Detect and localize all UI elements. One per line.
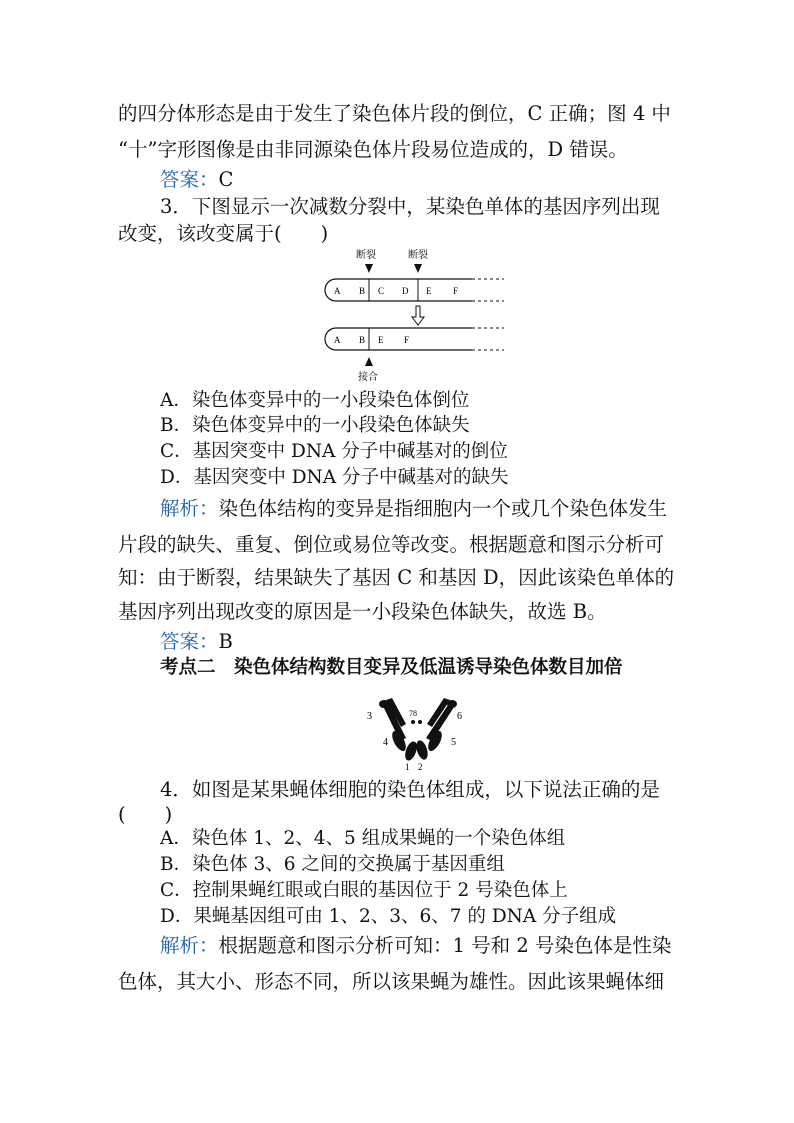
- chromatid-diagram: [318, 246, 508, 386]
- option-a: A．染色体变异中的一小段染色体倒位: [160, 390, 470, 411]
- text-line: 的四分体形态是由于发生了染色体片段的倒位，C 正确；图 4 中: [118, 102, 671, 125]
- analysis-line: 色体，其大小、形态不同，所以该果蝇为雄性。因此该果蝇体细: [118, 970, 665, 993]
- analysis-line: [160, 934, 671, 958]
- join-arrow: [365, 357, 373, 366]
- chromosome-label: 2: [418, 762, 423, 772]
- gene-label: B: [359, 286, 366, 296]
- chromatid-bottom: [325, 328, 472, 350]
- answer-label: 答案：: [160, 630, 219, 653]
- analysis-line: 知：由于断裂，结果缺失了基因 C 和基因 D，因此该染色单体的: [118, 566, 675, 589]
- question-4-line2: ( ): [118, 803, 173, 826]
- gene-label: B: [359, 335, 366, 345]
- analysis-text: 染色体结构的变异是指细胞内一个或几个染色体发生: [218, 497, 668, 520]
- option-d: D．基因突变中 DNA 分子中碱基对的缺失: [160, 467, 509, 488]
- chromosome-label: 1: [405, 762, 410, 772]
- chromosome-label: 6: [457, 711, 462, 722]
- break-arrow-1: [365, 264, 373, 273]
- analysis-line: [160, 497, 667, 521]
- option-d: D．果蝇基因组可由 1、2、3、6、7 的 DNA 分子组成: [160, 906, 617, 927]
- option-b: B．染色体变异中的一小段染色体缺失: [160, 415, 470, 436]
- option-b: B．染色体 3、6 之间的交换属于基因重组: [160, 854, 505, 875]
- gene-label: C: [378, 286, 385, 296]
- gene-label: F: [404, 335, 410, 345]
- answer-value: B: [218, 630, 233, 653]
- chromosome-2: [414, 739, 430, 761]
- question-3-line1: 3．下图显示一次减数分裂中，某染色单体的基因序列出现: [160, 195, 660, 218]
- chromosome-1: [403, 740, 419, 762]
- gene-label: D: [402, 286, 409, 296]
- join-label: 接合: [358, 372, 378, 383]
- analysis-label: 解析：: [160, 934, 219, 957]
- chromosome-label: 3: [367, 711, 372, 722]
- break-arrow-2: [414, 264, 422, 273]
- question-3-line2: 改变，该改变属于( ): [118, 222, 329, 245]
- option-c: C．控制果蝇红眼或白眼的基因位于 2 号染色体上: [160, 880, 568, 901]
- chromosome-label: 4: [383, 737, 388, 748]
- chromosome-7-8: [411, 720, 422, 724]
- gene-label: A: [334, 286, 341, 296]
- gene-label: F: [453, 286, 459, 296]
- gene-label: A: [334, 335, 341, 345]
- chromosome-label: 78: [409, 709, 417, 718]
- analysis-line: 片段的缺失、重复、倒位或易位等改变。根据题意和图示分析可: [118, 533, 665, 556]
- analysis-label: 解析：: [160, 497, 219, 520]
- analysis-text: 根据题意和图示分析可知：1 号和 2 号染色体是性染: [218, 934, 672, 957]
- answer-label: 答案：: [160, 168, 219, 191]
- gene-label: E: [426, 286, 432, 296]
- karyotype-figure: [362, 694, 472, 774]
- analysis-line: 基因序列出现改变的原因是一小段染色体缺失，故选 B。: [118, 600, 607, 623]
- answer-value: C: [218, 168, 234, 191]
- transform-arrow-icon: [412, 306, 424, 325]
- option-c: C．基因突变中 DNA 分子中碱基对的倒位: [160, 441, 508, 462]
- answer-line: [160, 168, 233, 192]
- question-4-line1: 4．如图是某果蝇体细胞的染色体组成，以下说法正确的是: [160, 778, 660, 801]
- text-line: “十”字形图像是由非同源染色体片段易位造成的，D 错误。: [118, 138, 628, 161]
- chromosome-label: 5: [451, 737, 456, 748]
- answer-line: [160, 630, 233, 654]
- break-label-1: 断裂: [356, 250, 376, 261]
- chromatid-top: [325, 279, 472, 301]
- option-a: A．染色体 1、2、4、5 组成果蝇的一个染色体组: [160, 828, 566, 849]
- break-label-2: 断裂: [408, 250, 428, 261]
- gene-label: E: [378, 335, 384, 345]
- section-title: 考点二 染色体结构数目变异及低温诱导染色体数目加倍: [160, 657, 623, 678]
